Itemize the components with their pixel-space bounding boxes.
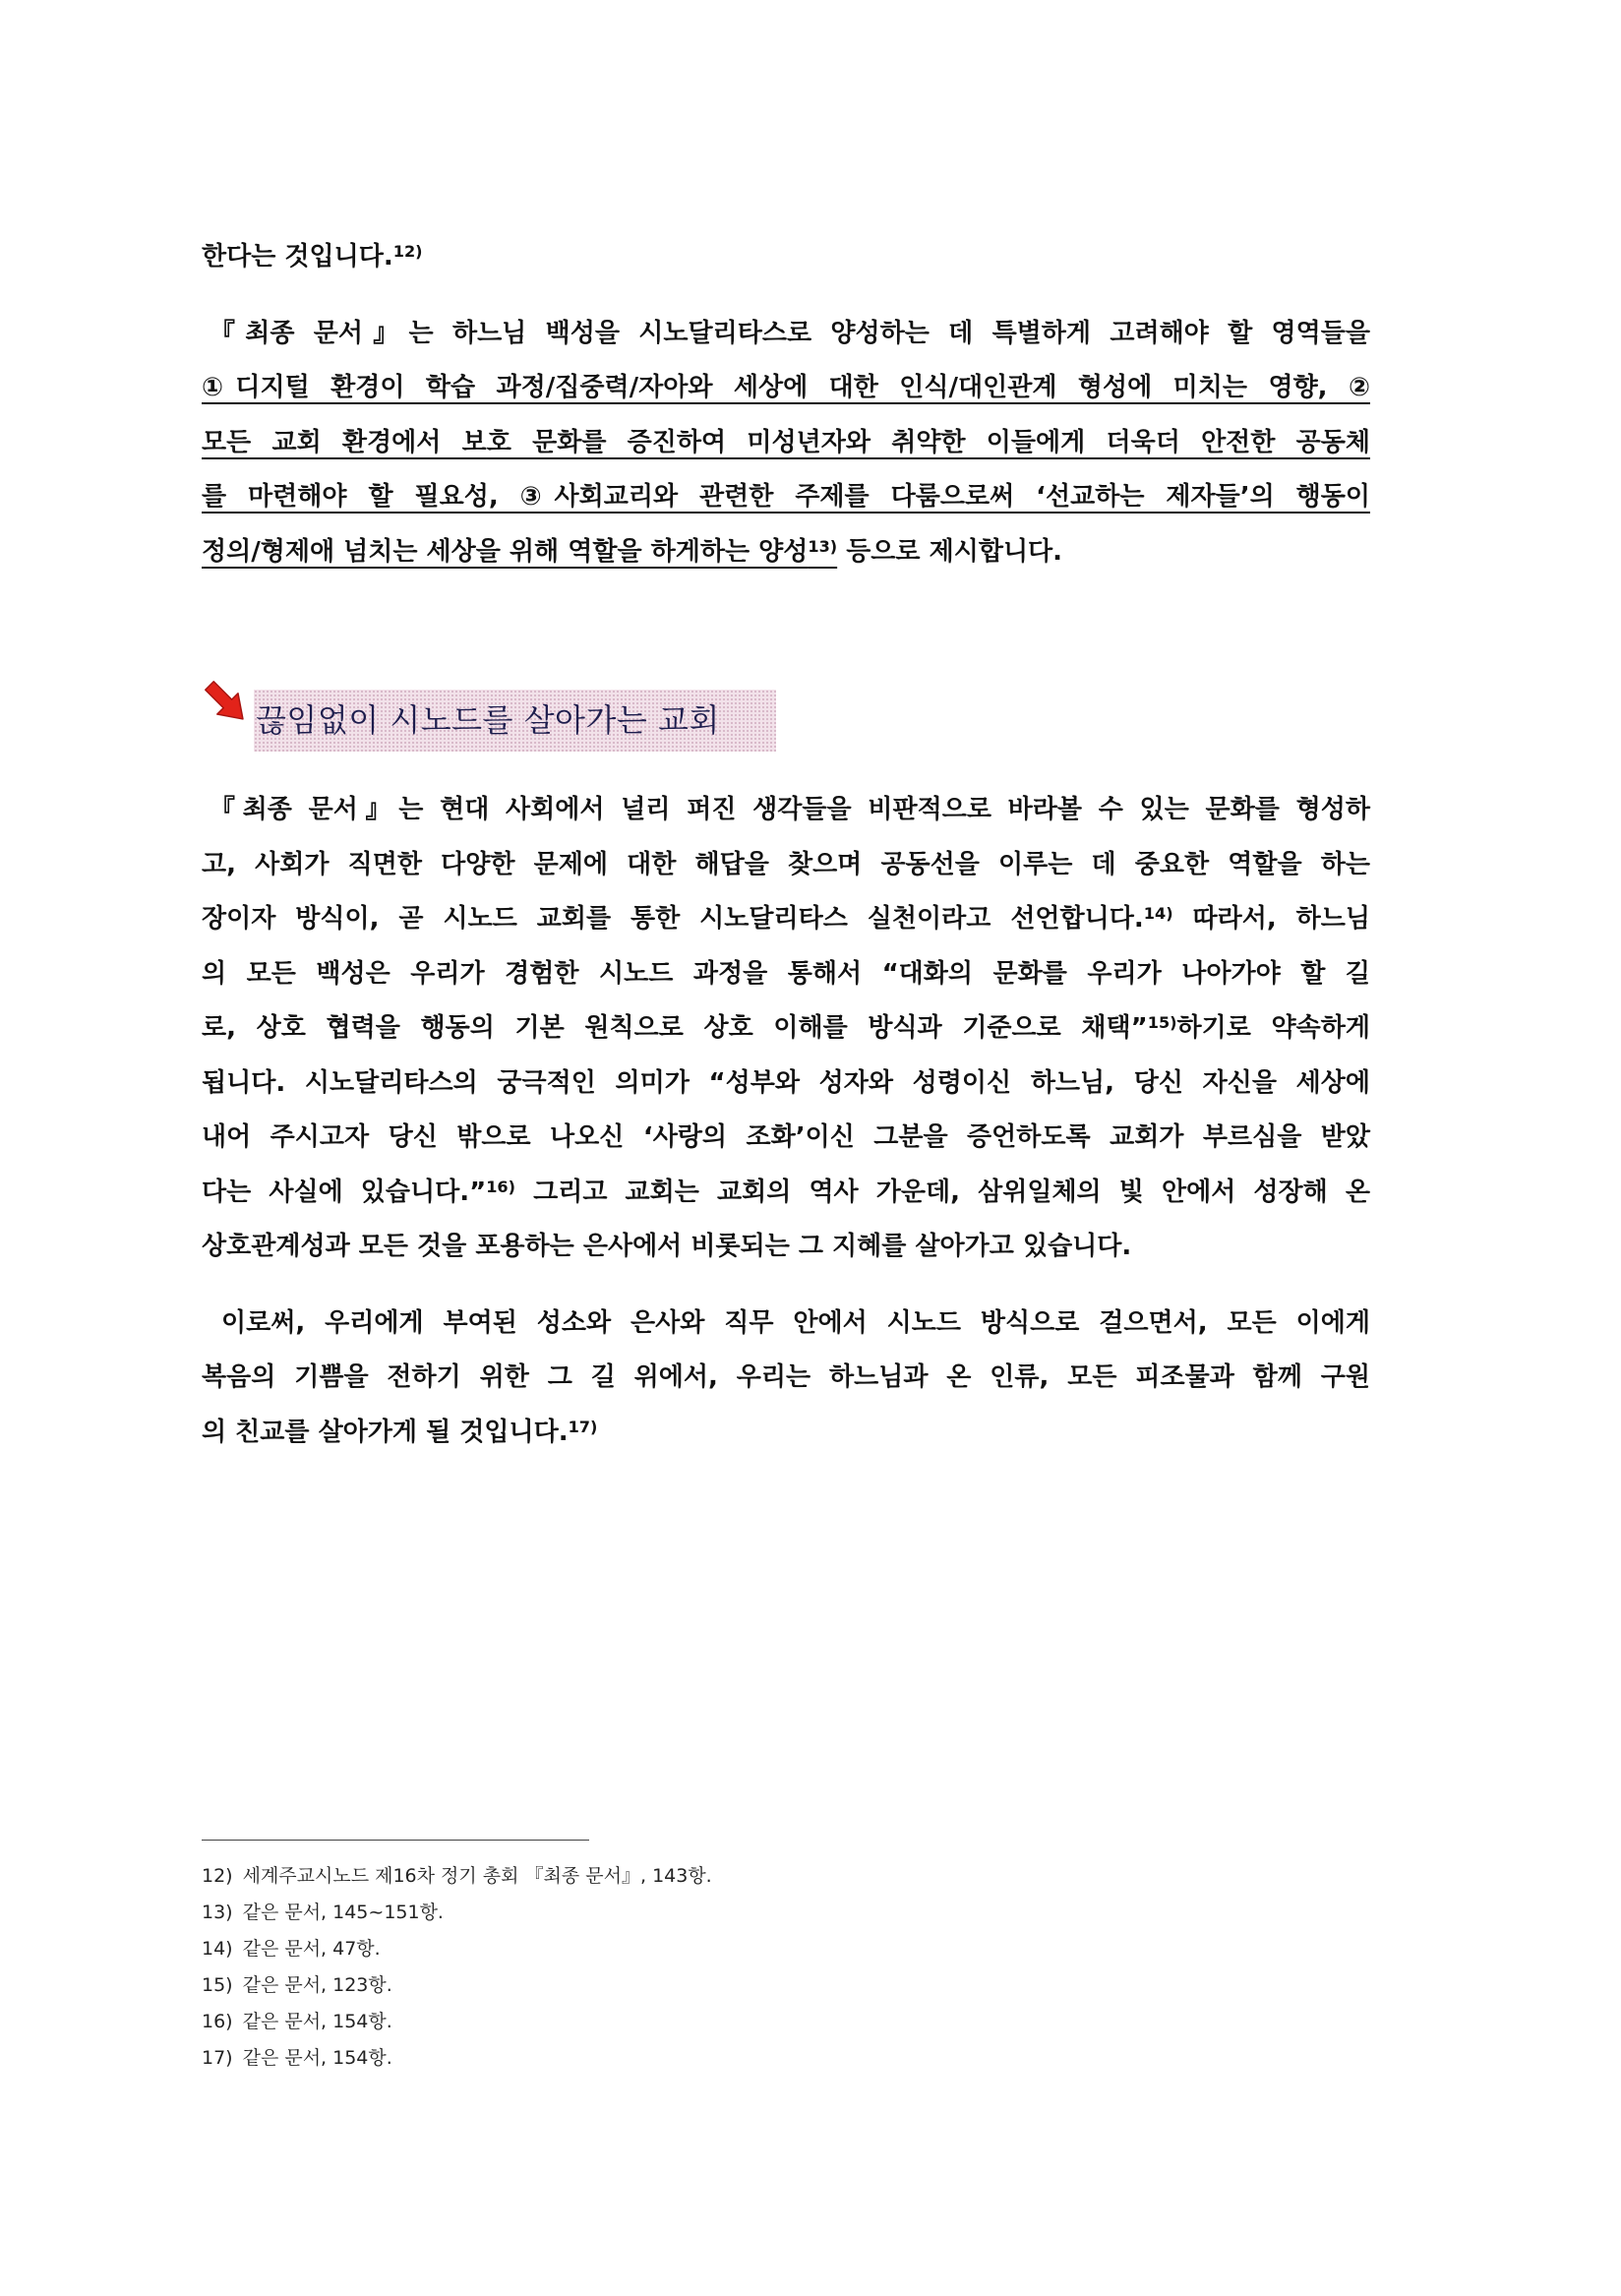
paragraph-line	[202, 1297, 1370, 1352]
line-text: 고, 사회가 직면한 다양한 문제에 대한 해답을 찾으며 공동선을 이루는 데 중요한 역할을 하는	[202, 849, 1370, 879]
line-text: 됩니다. 시노달리타스의 궁극적인 의미가 “성부와 성자와 성령이신 하느님, 당신 자신을 세상에	[202, 1067, 1370, 1098]
footnote-marker: 15)	[202, 1974, 233, 1996]
line-text: 이로써, 우리에게 부여된 성소와 은사와 직무 안에서 시노드 방식으로 걸으면서, 모든 이에게	[221, 1307, 1370, 1338]
section-heading	[202, 690, 1370, 752]
line-text: 복음의 기쁨을 전하기 위한 그 길 위에서, 우리는 하느님과 온 인류, 모든 피조물과 함께 구원	[202, 1362, 1370, 1392]
paragraph-line	[202, 1166, 1370, 1221]
footnote-text: 같은 문서, 145~151항.	[242, 1902, 444, 1923]
footnote-ref-13: 13)	[808, 536, 838, 556]
line-text: 장이자 방식이, 곧 시노드 교회를 통한 시노달리타스 실천이라고 선언합니다.	[202, 904, 1144, 934]
footnote-15	[202, 1967, 1370, 2004]
paragraph-synodal-church	[202, 783, 1370, 1275]
paragraph-line	[202, 1351, 1370, 1406]
paragraph-line	[202, 525, 1370, 580]
continuation-line	[202, 230, 1370, 285]
footnote-marker: 17)	[202, 2047, 233, 2069]
underlined-text: ①디지털 환경이 학습 과정/집중력/자아와 세상에 대한 인식/대인관계 형성에 미치는 영향, ②	[202, 373, 1370, 402]
footnote-marker: 16)	[202, 2011, 233, 2032]
line-text: 그리고 교회는 교회의 역사 가운데, 삼위일체의 빛 안에서 성장해 온	[515, 1177, 1370, 1207]
footnote-marker: 13)	[202, 1902, 233, 1923]
line-text: 『최종 문서』는 하느님 백성을 시노달리타스로 양성하는 데 특별하게 고려해야 할 영역들을	[210, 318, 1370, 348]
line-text: 다는 사실에 있습니다.”	[202, 1177, 487, 1207]
line-text: 의 친교를 살아가게 될 것입니다.	[202, 1417, 569, 1447]
line-text: 따라서, 하느님	[1172, 904, 1370, 934]
paragraph-line	[202, 361, 1370, 416]
paragraph-conclusion	[202, 1297, 1370, 1461]
footnote-ref-12: 12)	[392, 241, 423, 261]
footnote-14	[202, 1931, 1370, 1967]
line-text: 한다는 것입니다.	[202, 242, 393, 272]
paragraph-line	[202, 892, 1370, 947]
footnote-list	[202, 1858, 1370, 2077]
footnote-marker: 12)	[202, 1865, 233, 1887]
line-text: 정의/형제애 넘치는 세상을 위해 역할을 하게하는 양성	[202, 536, 809, 567]
line-text: 『최종 문서』는 현대 사회에서 널리 퍼진 생각들을 비판적으로 바라볼 수 있는 문화를 형성하	[210, 795, 1370, 824]
footnote-ref-17: 17)	[568, 1417, 598, 1436]
footnote-13	[202, 1895, 1370, 1931]
paragraph-line	[202, 783, 1370, 838]
paragraph-line	[202, 307, 1370, 362]
footnote-ref-14: 14)	[1143, 903, 1173, 923]
paragraph-line	[202, 1406, 1370, 1461]
line-text: 하기로 약속하게	[1176, 1013, 1370, 1043]
footnote-16	[202, 2004, 1370, 2040]
footnote-12	[202, 1858, 1370, 1895]
line-text: 상호관계성과 모든 것을 포용하는 은사에서 비롯되는 그 지혜를 살아가고 있습니다.	[202, 1232, 1132, 1261]
underlined-text: 모든 교회 환경에서 보호 문화를 증진하여 미성년자와 취약한 이들에게 더욱더 안전한 공동체	[202, 427, 1370, 457]
line-text: 등으로 제시합니다.	[837, 536, 1063, 567]
footnote-marker: 14)	[202, 1938, 233, 1960]
red-arrow-icon	[203, 679, 252, 728]
footnote-text: 같은 문서, 154항.	[242, 2047, 392, 2069]
line-text: 로, 상호 협력을 행동의 기본 원칙으로 상호 이해를 방식과 기준으로 채택”	[202, 1013, 1148, 1043]
paragraph-line	[202, 1001, 1370, 1057]
body-text	[202, 230, 1370, 1460]
footnote-ref-16: 16)	[486, 1177, 515, 1196]
paragraph-line	[202, 1220, 1370, 1275]
paragraph-line	[202, 1111, 1370, 1166]
footnote-ref-15: 15)	[1147, 1012, 1177, 1032]
footnote-separator	[202, 1840, 589, 1841]
heading-title: 끊임없이 시노드를 살아가는 교회	[256, 701, 720, 739]
line-text: 의 모든 백성은 우리가 경험한 시노드 과정을 통해서 “대화의 문화를 우리가 나아가야 할 길	[202, 958, 1370, 989]
footnote-17	[202, 2040, 1370, 2077]
paragraph-line	[202, 1057, 1370, 1112]
line-text: 내어 주시고자 당신 밖으로 나오신 ‘사랑의 조화’이신 그분을 증언하도록 교회가 부르심을 받았	[202, 1122, 1370, 1152]
underlined-text: 를 마련해야 할 필요성, ③사회교리와 관련한 주제를 다룸으로써 ‘선교하는 제자들’의 행동이	[202, 482, 1370, 512]
underlined-text	[202, 537, 837, 567]
paragraph-line	[202, 838, 1370, 893]
footnote-text: 세계주교시노드 제16차 정기 총회 『최종 문서』, 143항.	[242, 1865, 712, 1887]
footnote-text: 같은 문서, 154항.	[242, 2011, 392, 2032]
paragraph-line	[202, 416, 1370, 471]
paragraph-line	[202, 947, 1370, 1002]
paragraph-line	[202, 470, 1370, 525]
heading-highlight	[254, 690, 776, 752]
footnote-text: 같은 문서, 47항.	[242, 1938, 381, 1960]
paragraph-formation-areas	[202, 307, 1370, 580]
footnote-text: 같은 문서, 123항.	[242, 1974, 392, 1996]
